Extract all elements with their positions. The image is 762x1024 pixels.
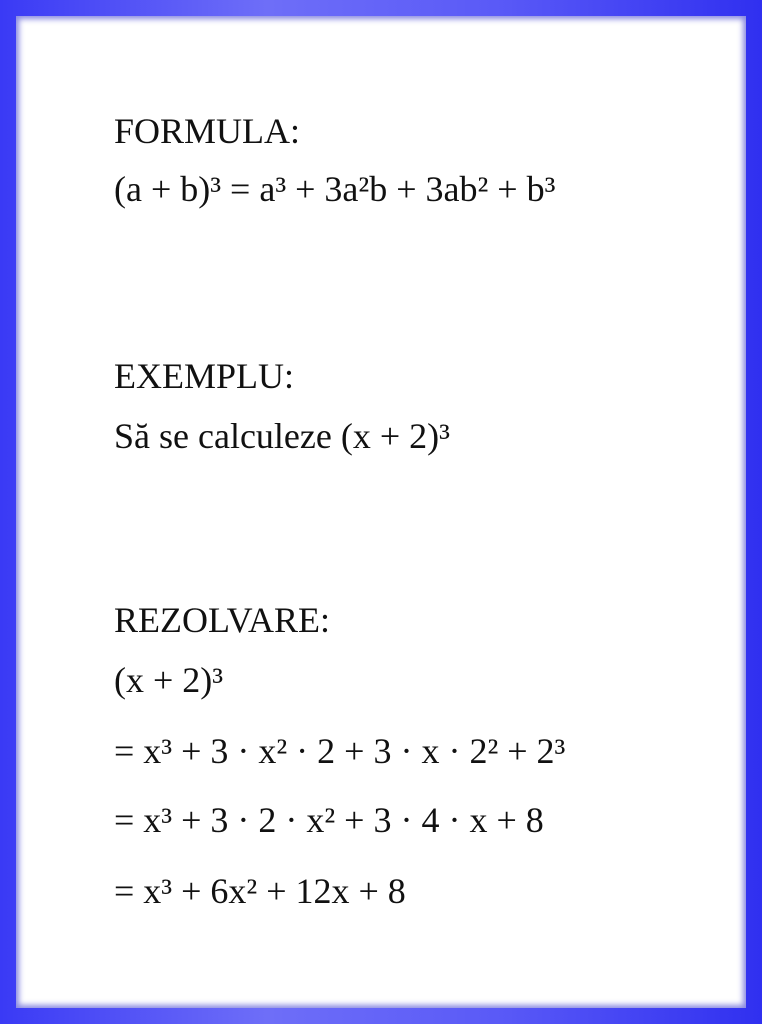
document-page: [16, 16, 746, 1008]
formula-expression: (a + b)³ = a³ + 3a²b + 3ab² + b³: [114, 169, 556, 209]
example-label: EXEMPLU:: [114, 356, 294, 396]
solution-step: = x³ + 3 · x² · 2 + 3 · x · 2² + 2³: [114, 731, 566, 771]
example-task: Să se calculeze (x + 2)³: [114, 416, 450, 456]
solution-step: = x³ + 3 · 2 · x² + 3 · 4 · x + 8: [114, 800, 544, 840]
solution-step: (x + 2)³: [114, 660, 224, 700]
solution-step: = x³ + 6x² + 12x + 8: [114, 871, 406, 911]
solution-label: REZOLVARE:: [114, 600, 331, 640]
formula-label: FORMULA:: [114, 111, 301, 151]
